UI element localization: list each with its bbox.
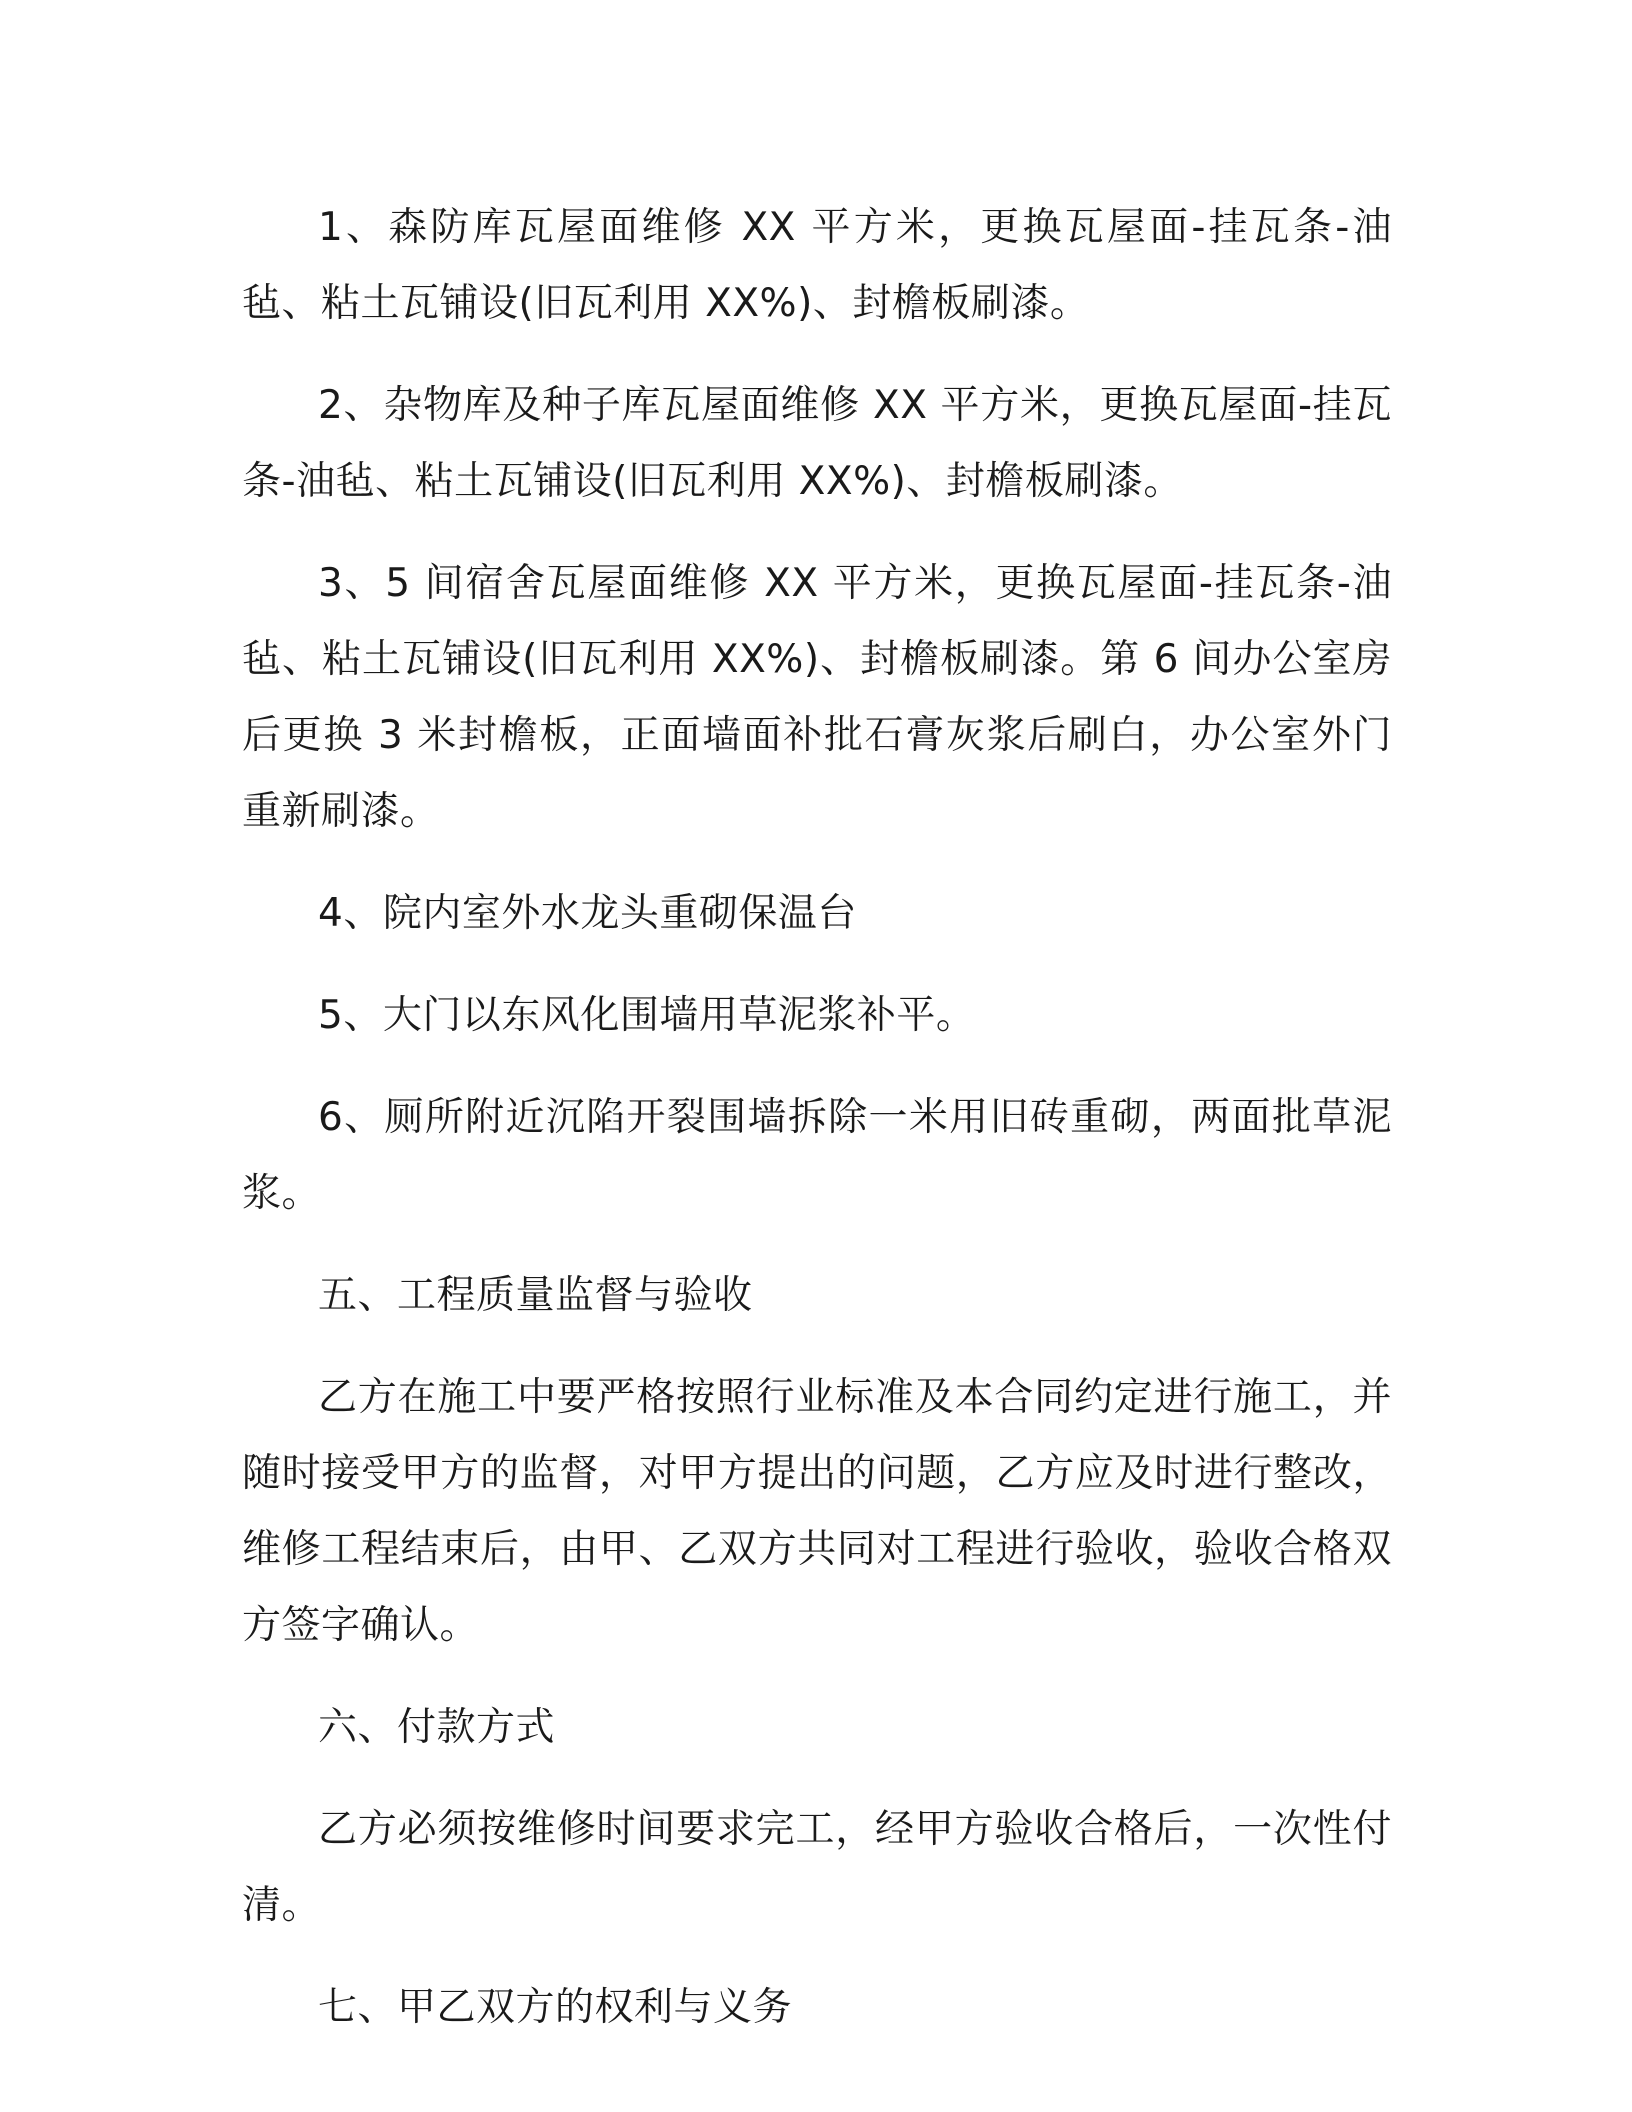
paragraph-item-6: 6、厕所附近沉陷开裂围墙拆除一米用旧砖重砌，两面批草泥浆。 (242, 1095, 1392, 1216)
paragraph-item-3: 3、5 间宿舍瓦屋面维修 XX 平方米，更换瓦屋面-挂瓦条-油毡、粘土瓦铺设(旧瓦利用 XX%)、封檐板刷漆。第 6 间办公室房后更换 3 米封檐板，正面墙面补批石膏灰浆后刷白，办公室外门重新刷漆。 (242, 561, 1392, 834)
paragraph-quality-body: 乙方在施工中要严格按照行业标准及本合同约定进行施工，并随时接受甲方的监督，对甲方提出的问题，乙方应及时进行整改，维修工程结束后，由甲、乙双方共同对工程进行验收，验收合格双方签字确认。 (242, 1375, 1392, 1648)
paragraph-item-2: 2、杂物库及种子库瓦屋面维修 XX 平方米，更换瓦屋面-挂瓦条-油毡、粘土瓦铺设(旧瓦利用 XX%)、封檐板刷漆。 (242, 383, 1392, 504)
section-heading-payment: 六、付款方式 (318, 1705, 556, 1750)
paragraph-item-1: 1、森防库瓦屋面维修 XX 平方米，更换瓦屋面-挂瓦条-油毡、粘土瓦铺设(旧瓦利用 XX%)、封檐板刷漆。 (242, 205, 1392, 326)
section-heading-quality: 五、工程质量监督与验收 (318, 1273, 753, 1318)
paragraph-item-4: 4、院内室外水龙头重砌保温台 (318, 891, 857, 936)
paragraph-item-5: 5、大门以东风化围墙用草泥浆补平。 (318, 993, 976, 1038)
document-body (242, 190, 1392, 2072)
section-heading-rights: 七、甲乙双方的权利与义务 (318, 1985, 793, 2030)
paragraph-payment-body: 乙方必须按维修时间要求完工，经甲方验收合格后，一次性付清。 (242, 1807, 1392, 1928)
